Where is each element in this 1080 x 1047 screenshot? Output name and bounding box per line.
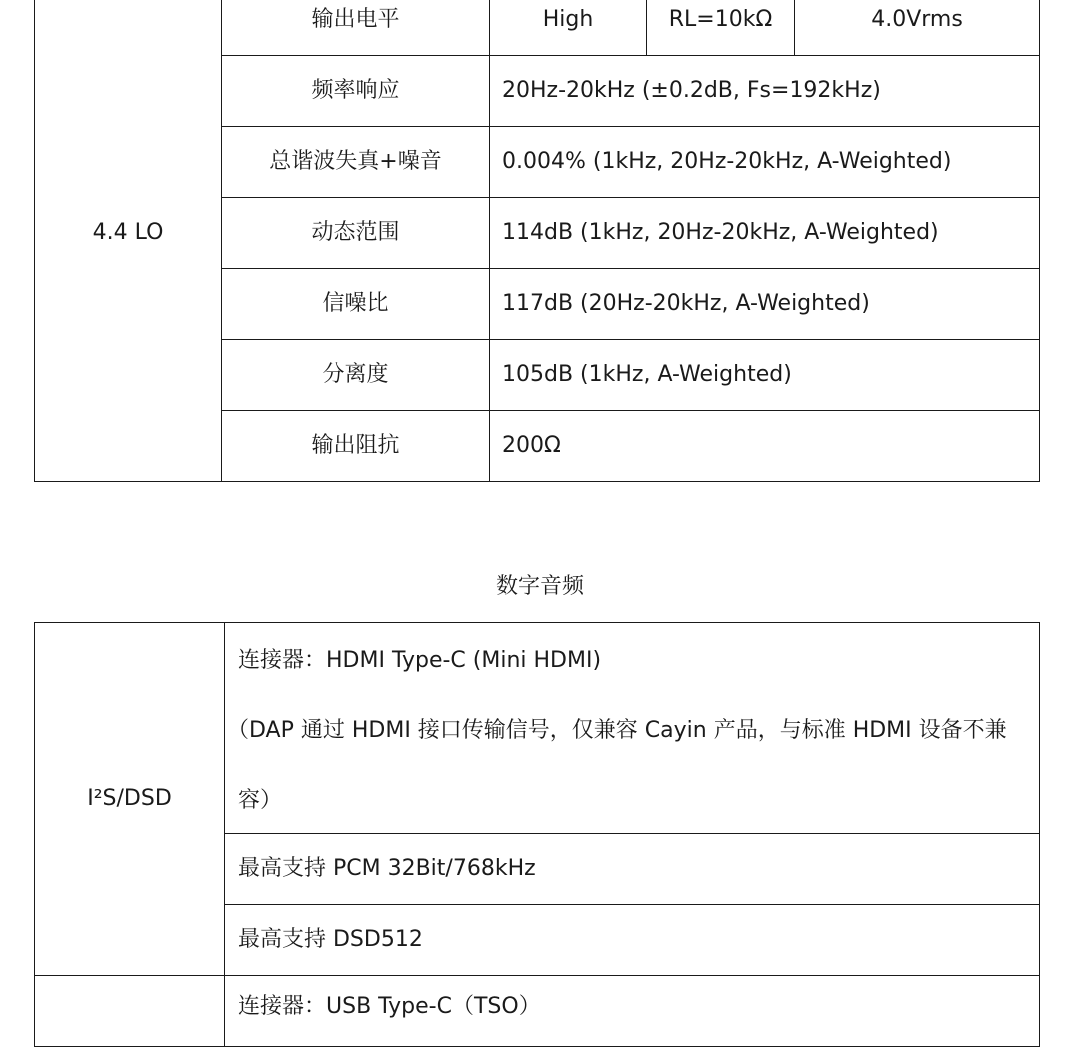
dsd-support: 最高支持 DSD512 xyxy=(225,905,1040,976)
spec-value: 114dB (1kHz, 20Hz-20kHz, A-Weighted) xyxy=(490,198,1040,269)
compatibility-note-line2: 容） xyxy=(238,788,283,813)
spec-label: 输出阻抗 xyxy=(222,411,490,482)
next-group-label xyxy=(35,976,225,1047)
spec-value: 200Ω xyxy=(490,411,1040,482)
table-row xyxy=(35,976,1040,1047)
spec-label: 频率响应 xyxy=(222,56,490,127)
lo-spec-table xyxy=(34,0,1040,482)
lo-group-label: 4.4 LO xyxy=(35,0,222,482)
next-connector-text: 连接器：USB Type-C（TSO） xyxy=(238,994,541,1019)
spec-label: 分离度 xyxy=(222,340,490,411)
spec-label: 输出电平 xyxy=(222,0,490,56)
output-level-value: 4.0Vrms xyxy=(795,0,1040,56)
spec-label: 信噪比 xyxy=(222,269,490,340)
load-value: RL=10kΩ xyxy=(647,0,795,56)
spec-value: 105dB (1kHz, A-Weighted) xyxy=(490,340,1040,411)
spec-value: 117dB (20Hz-20kHz, A-Weighted) xyxy=(490,269,1040,340)
spec-value: 0.004% (1kHz, 20Hz-20kHz, A-Weighted) xyxy=(490,127,1040,198)
connector-cell xyxy=(225,623,1040,834)
i2s-group-label: I²S/DSD xyxy=(35,623,225,976)
pcm-support: 最高支持 PCM 32Bit/768kHz xyxy=(225,834,1040,905)
compatibility-note-line1: （DAP 通过 HDMI 接口传输信号，仅兼容 Cayin 产品，与标准 HDMI 设备不兼 xyxy=(227,718,1007,743)
spec-label: 总谐波失真+噪音 xyxy=(222,127,490,198)
connector-text: 连接器：HDMI Type-C (Mini HDMI) xyxy=(238,648,602,673)
digital-audio-table xyxy=(34,622,1040,1047)
table-row xyxy=(35,623,1040,834)
spec-value: 20Hz-20kHz (±0.2dB, Fs=192kHz) xyxy=(490,56,1040,127)
table-row xyxy=(35,0,1040,56)
next-connector-cell xyxy=(225,976,1040,1047)
spec-label: 动态范围 xyxy=(222,198,490,269)
section-title: 数字音频 xyxy=(495,574,584,599)
gain-value: High xyxy=(490,0,647,56)
